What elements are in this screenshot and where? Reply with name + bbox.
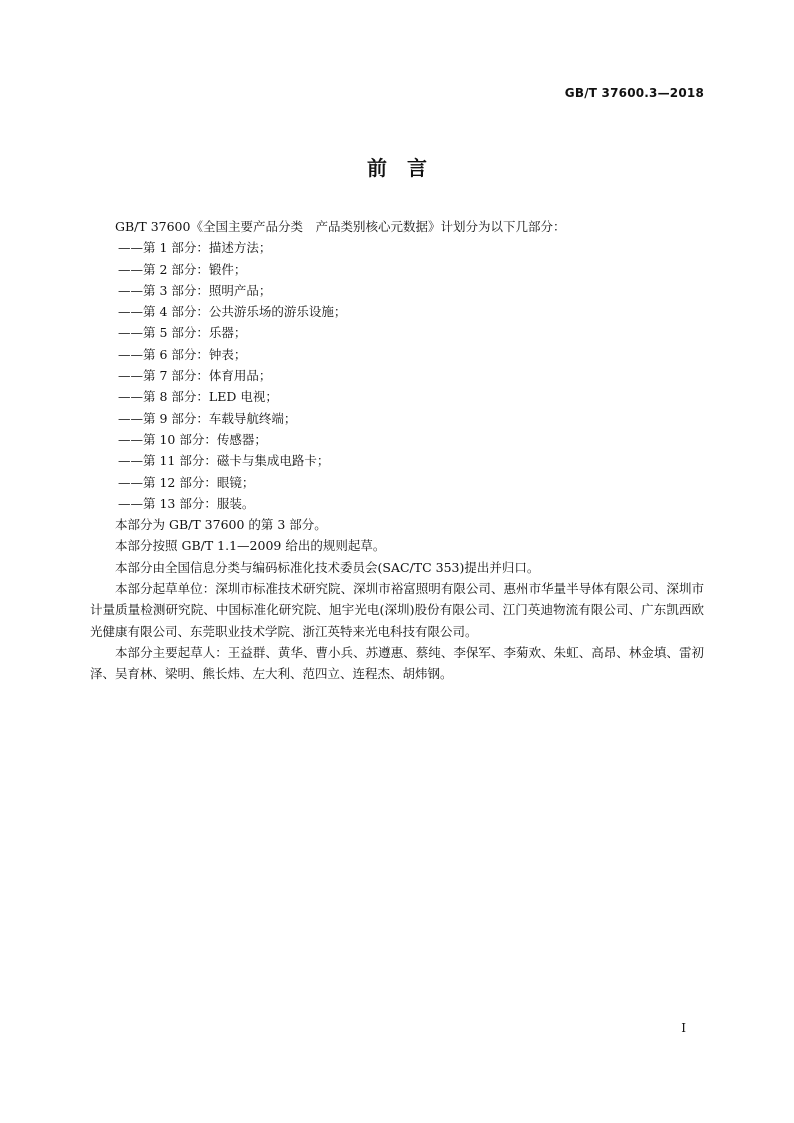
drafting-rules-paragraph: 本部分按照 GB/T 1.1—2009 给出的规则起草。: [115, 538, 386, 554]
list-item: ——第 7 部分：体育用品；: [118, 368, 272, 384]
list-item: ——第 5 部分：乐器；: [118, 325, 247, 341]
list-item: ——第 4 部分：公共游乐场的游乐设施；: [118, 304, 347, 320]
page-title: 前 言: [367, 156, 427, 180]
list-item: ——第 12 部分：眼镜；: [118, 474, 255, 490]
standard-code: GB/T 37600.3—2018: [564, 86, 704, 100]
parts-list: [90, 237, 704, 514]
proposer-paragraph: 本部分由全国信息分类与编码标准化技术委员会(SAC/TC 353)提出并归口。: [115, 559, 540, 575]
list-item: ——第 6 部分：钟表；: [118, 346, 247, 362]
list-item: ——第 9 部分：车载导航终端；: [118, 410, 297, 426]
list-item: ——第 8 部分：LED 电视；: [118, 389, 278, 405]
list-item: ——第 3 部分：照明产品；: [118, 282, 272, 298]
document-body: [90, 216, 704, 685]
list-item: ——第 13 部分：服装。: [118, 495, 255, 511]
list-item: ——第 1 部分：描述方法；: [118, 240, 272, 256]
intro-paragraph: GB/T 37600《全国主要产品分类 产品类别核心元数据》计划分为以下几部分：: [115, 219, 566, 234]
list-item: ——第 2 部分：锻件；: [118, 261, 247, 277]
list-item: ——第 11 部分：磁卡与集成电路卡；: [118, 453, 330, 469]
page-number: I: [681, 1021, 686, 1035]
list-item: ——第 10 部分：传感器；: [118, 431, 267, 447]
drafting-units-paragraph: 本部分起草单位：深圳市标准技术研究院、深圳市裕富照明有限公司、惠州市华量半导体有限公司、深圳市计量质量检测研究院、中国标准化研究院、旭宇光电(深圳)股份有限公司、江门英迪物流有限公司、广东凯西欧光健康有限公司、东莞职业技术学院、浙江英特来光电科技有限公司。: [90, 581, 704, 639]
part-number-paragraph: 本部分为 GB/T 37600 的第 3 部分。: [115, 517, 327, 533]
drafters-paragraph: 本部分主要起草人：王益群、黄华、曹小兵、苏遵惠、蔡纯、李保军、李菊欢、朱虹、高昂、林金填、雷初泽、吴育林、梁明、熊长炜、左大利、范四立、连程杰、胡炜钢。: [90, 644, 704, 682]
